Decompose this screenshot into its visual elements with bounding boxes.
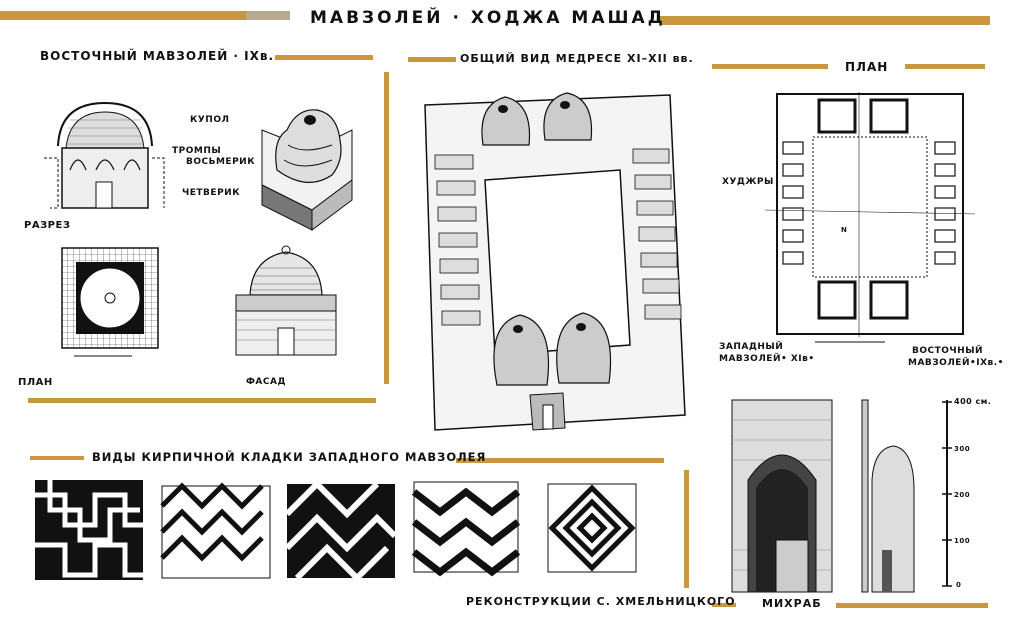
mihrab-front-drawing [732,400,832,592]
heading-plan: ПЛАН [845,60,889,74]
label-east-mausoleum-2: МАВЗОЛЕЙ•IXв.• [908,358,1004,368]
scale-tick-300: 300 [954,445,971,453]
label-octagon: ВОСЬМЕРИК [186,157,256,167]
brick-pattern-1 [35,480,143,580]
north-marker: N [841,226,848,234]
brick-pattern-5 [548,484,636,572]
small-plan-drawing [62,248,158,358]
heading-brick-views: ВИДЫ КИРПИЧНОЙ КЛАДКИ ЗАПАДНОГО МАВЗОЛЕЯ [92,450,487,464]
heading-mihrab: МИХРАБ [762,597,822,610]
brick-pattern-4 [414,482,518,572]
label-dome: КУПОЛ [190,115,230,125]
heading-general-view: ОБЩИЙ ВИД МЕДРЕСЕ XI–XII вв. [460,52,694,65]
heading-reconstructions: РЕКОНСТРУКЦИИ С. ХМЕЛЬНИЦКОГО [466,595,736,608]
label-west-mausoleum-2: МАВЗОЛЕЙ• XIв• [719,354,815,364]
section-bar-plan-right [905,64,985,69]
facade-drawing [230,240,342,360]
section-bar-east [275,55,373,60]
scale-unit: 400 см. [954,397,992,406]
label-square: ЧЕТВЕРИК [182,188,241,198]
header-bar-right [660,16,990,25]
header-bar-left-gray [246,11,290,20]
isometric-dome-drawing [252,100,362,230]
bottom-bar-right [836,603,988,608]
brick-pattern-2 [162,486,270,578]
label-facade: ФАСАД [246,377,286,387]
divider-vertical-1 [384,72,389,384]
madrasa-general-view [415,85,695,440]
section-bar-plan-left [712,64,828,69]
brick-pattern-3 [287,484,395,578]
scale-tick-200: 200 [954,491,971,499]
divider-vertical-2 [684,470,689,588]
height-scale [942,400,952,590]
label-section: РАЗРЕЗ [24,220,71,231]
scale-tick-0: 0 [956,581,962,589]
section-drawing [40,98,170,213]
mihrab-side-drawing [862,400,922,592]
scale-tick-100: 100 [954,537,971,545]
page-title: МАВЗОЛЕЙ · ХОДЖА МАШАД [310,8,666,28]
section-bar-general [408,57,456,62]
brick-bar-right [456,458,664,463]
label-east-mausoleum-1: ВОСТОЧНЫЙ [912,346,984,356]
label-squinches: ТРОМПЫ [172,146,222,156]
madrasa-plan [775,92,965,337]
label-small-plan: ПЛАН [18,377,53,388]
label-cells: ХУДЖРЫ [722,177,774,187]
heading-east-mausoleum: ВОСТОЧНЫЙ МАВЗОЛЕЙ · IXв. [40,49,275,63]
label-west-mausoleum-1: ЗАПАДНЫЙ [719,342,784,352]
brick-bar-left [30,456,84,460]
divider-horizontal-1 [28,398,376,403]
